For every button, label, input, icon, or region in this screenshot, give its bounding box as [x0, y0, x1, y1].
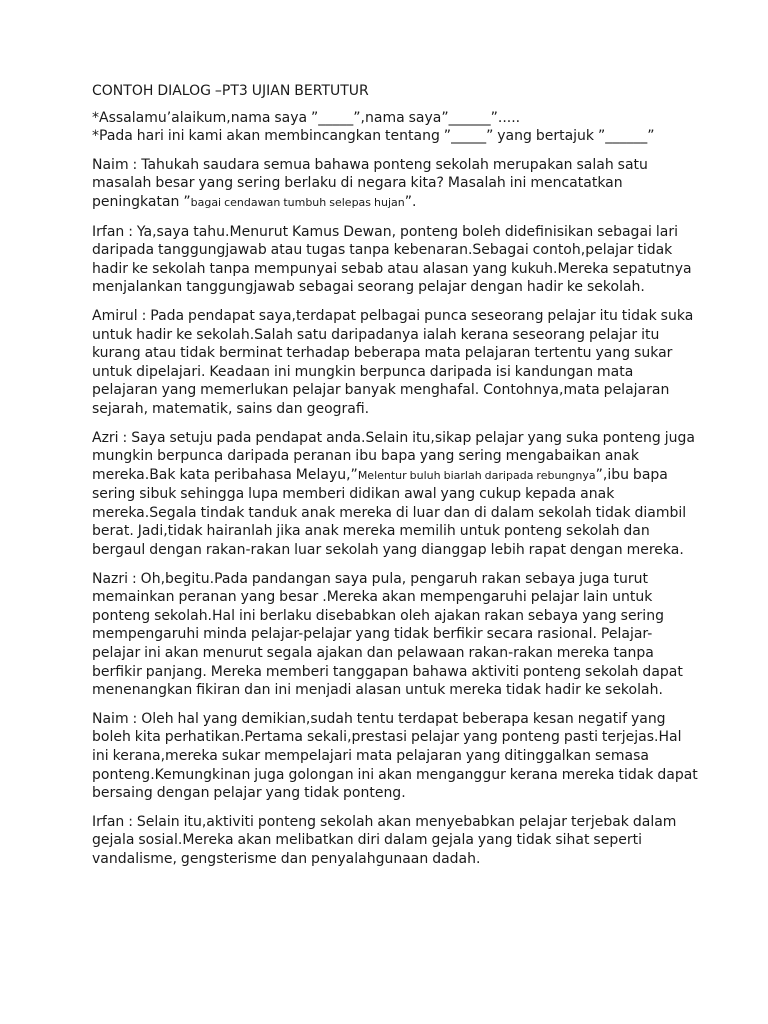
dialog-paragraph — [92, 429, 698, 560]
intro-greeting-line: *Assalamu’alaikum,nama saya ”_____”,nama saya”______”..... — [92, 109, 521, 126]
speaker-name: Irfan : — [92, 813, 137, 830]
speaker-name: Naim : — [92, 156, 142, 173]
dialog-paragraph — [92, 307, 698, 419]
dialog-text: ”. — [404, 193, 417, 210]
speaker-name: Irfan : — [92, 223, 137, 240]
dialog-paragraph — [92, 570, 698, 700]
dialog-text: Pada pendapat saya,terdapat pelbagai punca seseorang pelajar itu tidak suka untuk hadir ke sekolah.Salah satu daripadanya ialah kerana seseorang pelajar itu kurang atau tidak berminat terhadap beberapa mata pelajaran tertentu yang sukar untuk dipelajari. Keadaan ini mungkin berpunca daripada isi kandungan mata pelajaran yang memerlukan pelajar banyak menghafal. Contohnya,mata pelajaran sejarah, matematik, sains dan geografi. — [92, 307, 694, 417]
dialog-text: Selain itu,aktiviti ponteng sekolah akan menyebabkan pelajar terjebak dalam gejala sosial.Mereka akan melibatkan diri dalam gejala yang tidak sihat seperti vandalisme, gengsterisme dan penyalahgunaan dadah. — [92, 813, 677, 867]
speaker-name: Amirul : — [92, 307, 151, 324]
intro-topic-line: *Pada hari ini kami akan membincangkan tentang ”_____” yang bertajuk ”______” — [92, 128, 655, 145]
speaker-name: Nazri : — [92, 570, 141, 587]
quoted-phrase: Melentur buluh biarlah daripada rebungnya — [357, 468, 596, 482]
dialog-paragraph — [92, 710, 698, 803]
intro-block — [92, 109, 698, 146]
dialog-paragraph — [92, 813, 698, 869]
document-page — [92, 82, 698, 879]
dialog-body — [92, 156, 698, 869]
dialog-paragraph — [92, 223, 698, 297]
dialog-text: ”,ibu bapa sering sibuk sehingga lupa memberi didikan awal yang cukup kepada anak mereka.Segala tindak tanduk anak mereka di luar dan di dalam sekolah tidak diambil berat. Jadi,tidak hairanlah jika anak mereka memilih untuk ponteng sekolah dan bergaul dengan rakan-rakan luar sekolah yang dianggap lebih rapat dengan mereka. — [92, 466, 687, 559]
dialog-text: Tahukah saudara semua bahawa ponteng sekolah merupakan salah satu masalah besar yang sering berlaku di negara kita? Masalah ini mencatatkan peningkatan ” — [92, 156, 648, 210]
dialog-text: Ya,saya tahu.Menurut Kamus Dewan, ponteng boleh didefinisikan sebagai lari daripada tanggungjawab atau tugas tanpa kebenaran.Sebagai contoh,pelajar tidak hadir ke sekolah tanpa mempunyai sebab atau alasan yang kukuh.Mereka sepatutnya menjalankan tanggungjawab sebagai seorang pelajar dengan hadir ke sekolah. — [92, 223, 692, 296]
speaker-name: Naim : — [92, 710, 142, 727]
dialog-text: Oh,begitu.Pada pandangan saya pula, pengaruh rakan sebaya juga turut memainkan peranan yang besar .Mereka akan mempengaruhi pelajar lain untuk ponteng sekolah.Hal ini berlaku disebabkan oleh ajakan rakan sebaya yang sering mempengaruhi minda pelajar-pelajar yang tidak berfikir secara rasional. Pelajar-pelajar ini akan menurut segala ajakan dan pelawaan rakan-rakan mereka tanpa berfikir panjang. Mereka memberi tanggapan bahawa aktiviti ponteng sekolah dapat menenangkan fikiran dan ini menjadi alasan untuk mereka tidak hadir ke sekolah. — [92, 570, 683, 699]
dialog-text: Saya setuju pada pendapat anda.Selain itu,sikap pelajar yang suka ponteng juga mungkin berpunca daripada peranan ibu bapa yang sering mengabaikan anak mereka.Bak kata peribahasa Melayu,” — [92, 429, 695, 483]
dialog-paragraph — [92, 156, 698, 213]
document-title: CONTOH DIALOG –PT3 UJIAN BERTUTUR — [92, 83, 369, 99]
dialog-text: Oleh hal yang demikian,sudah tentu terdapat beberapa kesan negatif yang boleh kita perhatikan.Pertama sekali,prestasi pelajar yang ponteng pasti terjejas.Hal ini kerana,mereka sukar mempelajari mata pelajaran yang ditinggalkan semasa ponteng.Kemungkinan juga golongan ini akan menganggur kerana mereka tidak dapat bersaing dengan pelajar yang tidak ponteng. — [92, 710, 698, 802]
speaker-name: Azri : — [92, 429, 132, 446]
quoted-phrase: bagai cendawan tumbuh selepas hujan — [190, 195, 405, 209]
